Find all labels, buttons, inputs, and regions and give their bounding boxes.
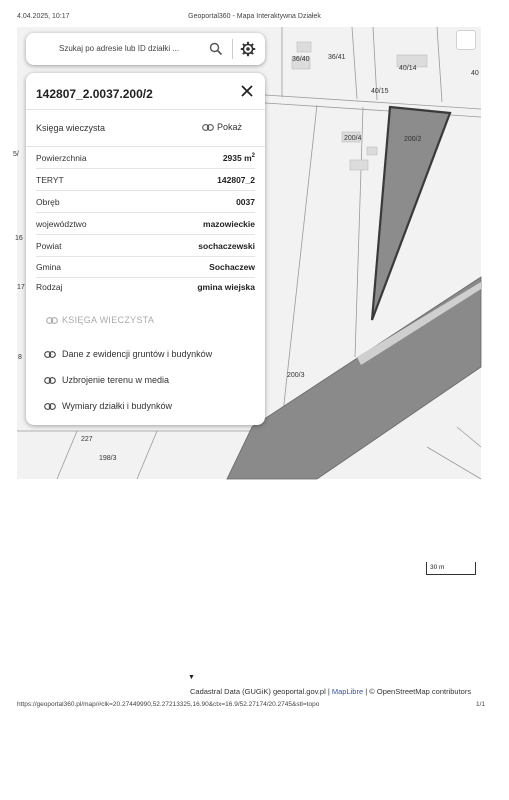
search-input[interactable]: Szukaj po adresie lub ID działki ... bbox=[59, 44, 180, 53]
gear-icon[interactable] bbox=[240, 41, 256, 57]
attr-value: 142807_2 bbox=[217, 175, 255, 185]
attr-key: Powierzchnia bbox=[36, 153, 87, 163]
close-icon[interactable] bbox=[240, 84, 254, 98]
link-label: Wymiary działki i budynków bbox=[62, 401, 172, 411]
search-icon[interactable] bbox=[209, 42, 223, 56]
attr-value: 2935 $m^2$ bbox=[222, 153, 255, 163]
parcel-label: 200/2 bbox=[404, 136, 422, 143]
attr-row bbox=[36, 192, 255, 213]
link-utilities[interactable] bbox=[44, 375, 169, 385]
attr-value: gmina wiejska bbox=[197, 282, 255, 292]
print-title: Geoportal360 - Mapa Interaktywna Działek bbox=[188, 13, 321, 20]
attr-row bbox=[36, 236, 255, 257]
parcel-label: 16 bbox=[15, 235, 23, 242]
parcel-label: 8 bbox=[18, 354, 22, 361]
parcel-label: 17 bbox=[17, 284, 25, 291]
search-divider bbox=[232, 39, 233, 59]
osm-credit[interactable]: | © OpenStreetMap contributors bbox=[363, 687, 472, 696]
parcel-label: 40/15 bbox=[371, 88, 389, 95]
attr-key: TERYT bbox=[36, 175, 64, 185]
link-icon bbox=[44, 351, 56, 358]
kw-show-link[interactable] bbox=[202, 122, 242, 132]
kw-show-label: Pokaż bbox=[217, 122, 243, 132]
attribution-toggle-icon[interactable]: ▼ bbox=[188, 674, 195, 681]
kw-label: Księga wieczysta bbox=[36, 123, 106, 133]
attr-row bbox=[36, 214, 255, 235]
parcel-label: 40/14 bbox=[399, 65, 417, 72]
parcel-label: 227 bbox=[81, 436, 93, 443]
link-icon bbox=[46, 317, 58, 324]
link-label: Uzbrojenie terenu w media bbox=[62, 375, 170, 385]
parcel-label: 198/3 bbox=[99, 455, 117, 462]
attribution bbox=[190, 687, 471, 696]
parcel-label: 36/40 bbox=[292, 56, 310, 63]
print-page-number: 1/1 bbox=[476, 701, 486, 708]
parcel-id: 142807_2.0037.200/2 bbox=[36, 87, 153, 101]
scale-label: 30 m bbox=[430, 564, 445, 571]
attr-row bbox=[36, 170, 255, 191]
attr-key: Rodzaj bbox=[36, 282, 63, 292]
attr-row bbox=[36, 277, 255, 297]
parcel-label: 200/3 bbox=[287, 372, 305, 379]
link-icon bbox=[202, 124, 214, 131]
scale-bar bbox=[426, 562, 476, 575]
print-url: https://geoportal360.pl/map/#clk=20.27449990,52.27213325,16.90&ctx=16.9/52.27174/20.2745&stl=topo bbox=[17, 701, 320, 708]
attr-row bbox=[36, 148, 255, 169]
link-land-registry[interactable] bbox=[44, 349, 212, 359]
link-icon bbox=[44, 403, 56, 410]
divider bbox=[26, 109, 265, 110]
search-bar bbox=[26, 33, 265, 65]
attr-value: 0037 bbox=[236, 197, 255, 207]
parcel-label: 40 bbox=[471, 70, 479, 77]
attr-key: Gmina bbox=[36, 262, 62, 272]
kw-button-label: KSIĘGA WIECZYSTA bbox=[62, 315, 155, 325]
link-dimensions[interactable] bbox=[44, 401, 172, 411]
attribution-text: Cadastral Data (GUGiK) geoportal.gov.pl | bbox=[190, 687, 332, 696]
attr-key: Obręb bbox=[36, 197, 60, 207]
parcel-label: 36/41 bbox=[328, 54, 346, 61]
attr-value: sochaczewski bbox=[198, 241, 255, 251]
attr-value: mazowieckie bbox=[203, 219, 255, 229]
kw-button[interactable] bbox=[46, 315, 154, 325]
parcel-label: 200/4 bbox=[344, 135, 362, 142]
parcel-label: 5/ bbox=[13, 151, 19, 158]
divider bbox=[26, 146, 265, 147]
attr-key: Powiat bbox=[36, 241, 62, 251]
link-icon bbox=[44, 377, 56, 384]
print-date: 4.04.2025, 10:17 bbox=[17, 13, 70, 20]
parcel-info-panel bbox=[26, 73, 265, 425]
link-label: Dane z ewidencji gruntów i budynków bbox=[62, 349, 213, 359]
map-layers-button[interactable] bbox=[456, 30, 476, 50]
attr-key: województwo bbox=[36, 219, 87, 229]
maplibre-link[interactable]: MapLibre bbox=[331, 687, 364, 696]
attr-row bbox=[36, 257, 255, 278]
attr-value: Sochaczew bbox=[209, 262, 255, 272]
